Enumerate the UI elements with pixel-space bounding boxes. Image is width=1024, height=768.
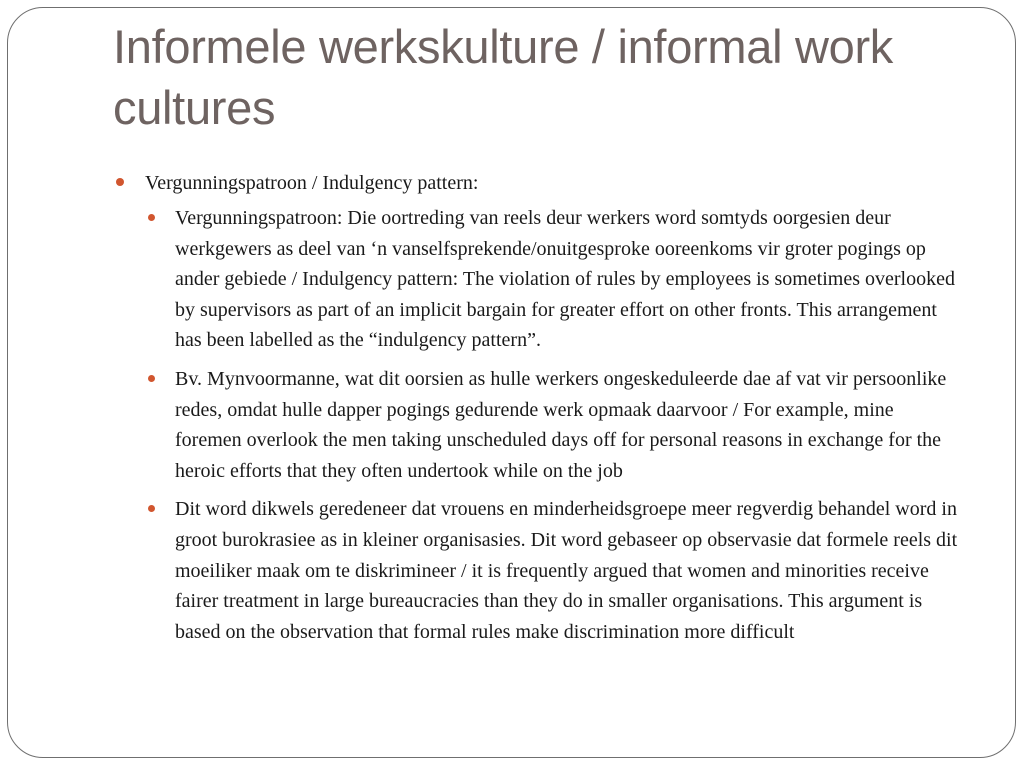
bullet-dot-icon: [148, 214, 155, 221]
bullet-list: [114, 168, 964, 647]
bullet-text: Vergunningspatroon / Indulgency pattern:: [145, 172, 479, 194]
sub-bullet-text: Bv. Mynvoormanne, wat dit oorsien as hulle werkers ongeskeduleerde dae af vat vir persoonlike redes, omdat hulle dapper pogings gedurende werk opmaak daarvoor / For example, mine foremen overlook the men taking unscheduled days off for personal reasons in exchange for the heroic efforts that they often undertook while on the job: [175, 367, 947, 482]
bullet-dot-icon: [148, 375, 155, 382]
bullet-dot-icon: [116, 178, 124, 186]
sub-bullet-item: [145, 203, 964, 356]
slide-title: Informele werkskulture / informal work cultures: [113, 20, 894, 134]
sub-bullet-list: [145, 203, 964, 647]
sub-bullet-text: Vergunningspatroon: Die oortreding van reels deur werkers word somtyds oorgesien deur werkgewers as deel van ‘n vanselfsprekende/onuitgesproke ooreenkoms vir groter pogings op ander gebiede / Indulgency pattern: The violation of rules by employees is sometimes overlooked by supervisors as part of an implicit bargain for greater effort on other fronts. This arrangement has been labelled as the “indulgency pattern”.: [175, 207, 955, 352]
bullet-item: [114, 168, 964, 647]
bullet-dot-icon: [148, 505, 155, 512]
sub-bullet-item: [145, 364, 964, 486]
sub-bullet-item: [145, 494, 964, 647]
sub-bullet-text: Dit word dikwels geredeneer dat vrouens en minderheidsgroepe meer regverdig behandel word in groot burokrasiee as in kleiner organisasies. Dit word gebaseer op observasie dat formele reels dit moeiliker maak om te diskrimineer / it is frequently argued that women and minorities receive fairer treatment in large bureaucracies than they do in smaller organisations. This argument is based on the observation that formal rules make discrimination more difficult: [175, 498, 958, 643]
slide-body: [114, 168, 964, 655]
